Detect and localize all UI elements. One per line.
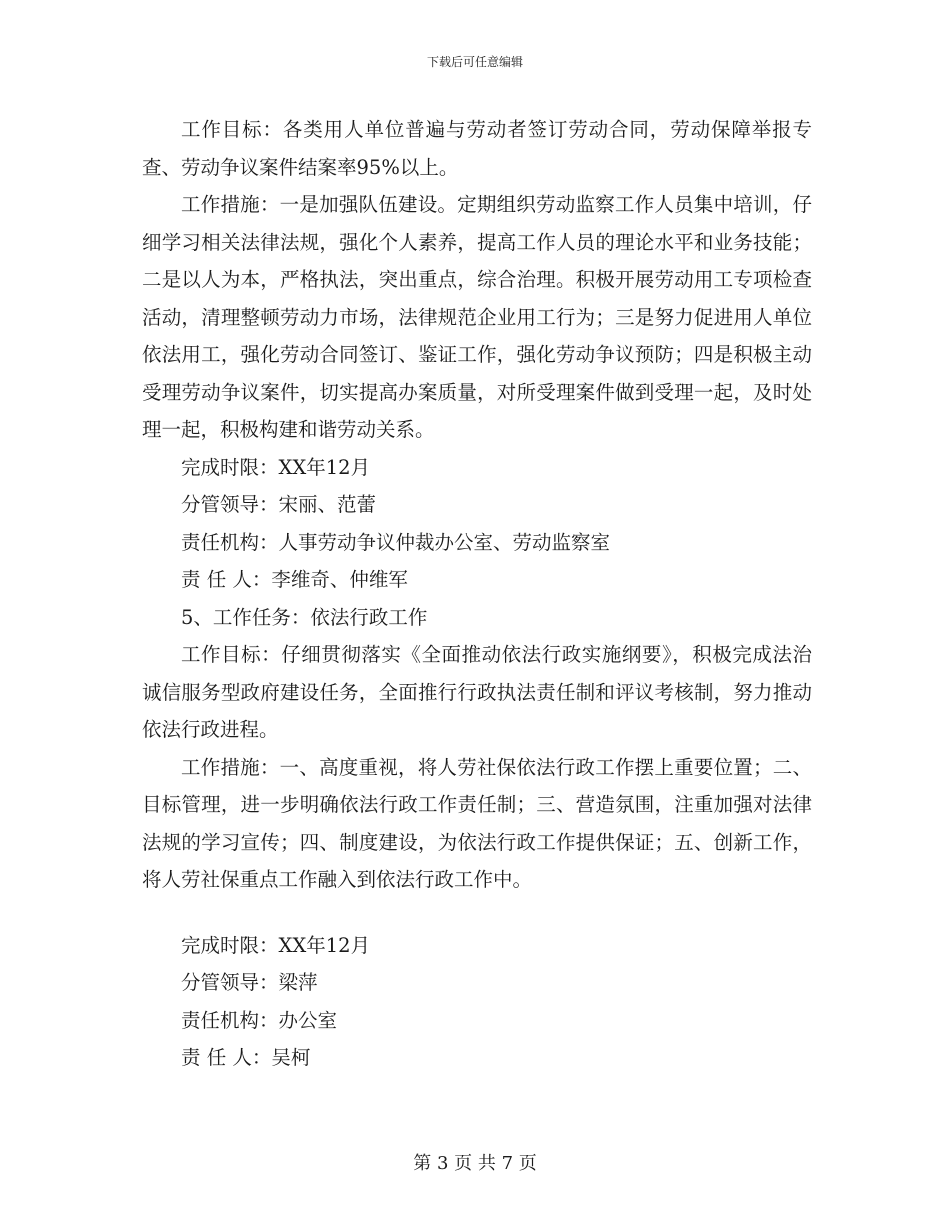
page-number: 第 3 页 共 7 页: [413, 1153, 537, 1174]
paragraph-leader: 分管领导：宋丽、范蕾: [181, 493, 377, 516]
paragraph-responsible-person: 责 任 人：李维奇、仲维军: [181, 568, 408, 591]
paragraph-task-heading: 5、工作任务：依法行政工作: [181, 605, 428, 629]
paragraph-responsible-person-2: 责 任 人：吴柯: [181, 1046, 311, 1069]
paragraph-responsible-org: 责任机构：人事劳动争议仲裁办公室、劳动监察室: [181, 530, 611, 554]
paragraph-deadline-2: 完成时限：XX年12月: [181, 933, 371, 957]
paragraph-work-measures: 工作措施：一是加强队伍建设。定期组织劳动监察工作人员集中培训，仔细学习相关法律法规，强化个人素养，提高工作人员的理论水平和业务技能；二是以人为本，严格执法，突出重点，综合治理。积极开展劳动用工专项检查活动，清理整顿劳动力市场，法律规范企业用工行为；三是努力促进用人单位依法用工，强化劳动合同签订、鉴证工作，强化劳动争议预防；四是积极主动受理劳动争议案件，切实提高办案质量，对所受理案件做到受理一起，及时处理一起，积极构建和谐劳动关系。: [142, 193, 812, 441]
page-header: 下载后可任意编辑: [426, 55, 523, 69]
paragraph-work-goal: 工作目标：各类用人单位普遍与劳动者签订劳动合同，劳动保障举报专查、劳动争议案件结案率95%以上。: [142, 118, 812, 179]
paragraph-work-measures-2: 工作措施：一、高度重视，将人劳社保依法行政工作摆上重要位置；二、目标管理，进一步明确依法行政工作责任制；三、营造氛围，注重加强对法律法规的学习宣传；四、制度建设，为依法行政工作提供保证；五、创新工作，将人劳社保重点工作融入到依法行政工作中。: [142, 755, 812, 891]
paragraph-leader-2: 分管领导：梁萍: [181, 971, 318, 994]
paragraph-deadline: 完成时限：XX年12月: [181, 455, 371, 479]
document-body: [142, 111, 812, 1077]
paragraph-responsible-org-2: 责任机构：办公室: [181, 1008, 338, 1032]
paragraph-work-goal-2: 工作目标：仔细贯彻落实《全面推动依法行政实施纲要》，积极完成法治诚信服务型政府建设任务，全面推行行政执法责任制和评议考核制，努力推动依法行政进程。: [142, 643, 812, 741]
